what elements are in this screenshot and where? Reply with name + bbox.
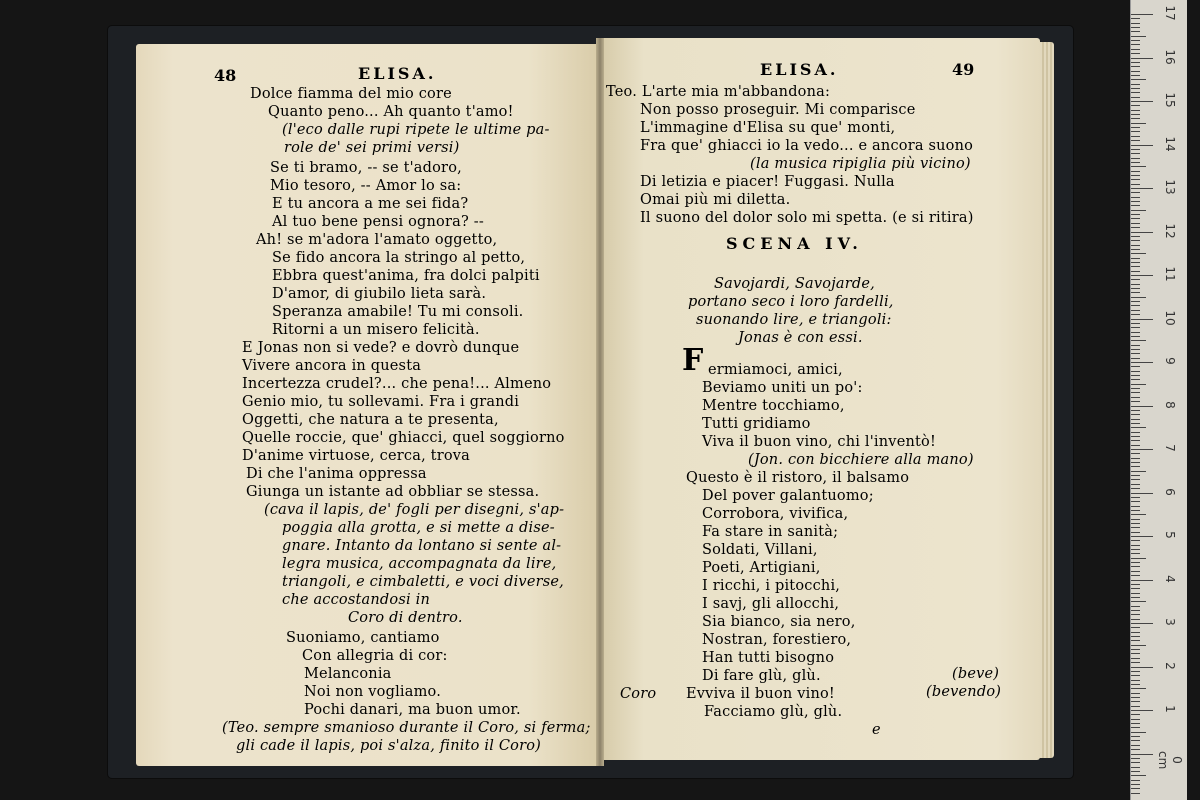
left-page-text-line: Quelle roccie, que' ghiacci, quel soggiorno	[242, 430, 565, 446]
ruler-tick	[1131, 745, 1140, 746]
right-page-text-line: Teo. L'arte mia m'abbandona:	[606, 84, 831, 100]
ruler-tick	[1131, 218, 1140, 219]
ruler-tick	[1131, 440, 1140, 441]
right-page-text-line: (bevendo)	[926, 684, 1002, 700]
ruler-tick	[1131, 375, 1140, 376]
ruler-tick	[1131, 758, 1140, 759]
ruler-tick	[1131, 501, 1140, 502]
ruler-tick	[1131, 179, 1140, 180]
ruler-tick	[1131, 479, 1140, 480]
ruler-tick	[1131, 658, 1140, 659]
left-page-text-line: role de' sei primi versi)	[284, 140, 460, 156]
right-page-text-line: (la musica ripiglia più vicino)	[750, 156, 971, 172]
ruler-tick	[1131, 127, 1140, 128]
right-page-text-line: (Jon. con bicchiere alla mano)	[748, 452, 974, 468]
ruler-tick	[1131, 775, 1146, 776]
right-page-text-line: L'immagine d'Elisa su que' monti,	[640, 120, 896, 136]
ruler-tick	[1131, 580, 1153, 581]
ruler-tick	[1131, 562, 1140, 563]
left-page-text-line: Dolce fiamma del mio core	[250, 86, 452, 102]
left-page-text-line: Ebbra quest'anima, fra dolci palpiti	[272, 268, 540, 284]
ruler-tick	[1131, 532, 1140, 533]
left-page-text-line: Vivere ancora in questa	[242, 358, 422, 374]
ruler-tick	[1131, 184, 1140, 185]
left-page-text-line: poggia alla grotta, e si mette a dise-	[282, 520, 555, 536]
left-page-header: ELISA.	[358, 64, 437, 83]
left-page-text-line: Speranza amabile! Tu mi consoli.	[272, 304, 524, 320]
ruler-tick	[1131, 232, 1153, 233]
ruler-tick	[1131, 536, 1153, 537]
ruler-tick	[1131, 340, 1146, 341]
ruler-tick	[1131, 44, 1140, 45]
left-page-text-line: Giunga un istante ad obbliar se stessa.	[246, 484, 540, 500]
right-page-text-line: e	[872, 722, 881, 738]
right-page-text-line: Corrobora, vivifica,	[702, 506, 849, 522]
ruler-tick	[1131, 453, 1140, 454]
right-page-text-line: Coro	[620, 686, 657, 702]
ruler-tick	[1131, 601, 1146, 602]
right-page-text-line: Viva il buon vino, chi l'inventò!	[702, 434, 936, 450]
ruler-tick	[1131, 649, 1140, 650]
left-page-text-line: E Jonas non si vede? e dovrò dunque	[242, 340, 520, 356]
ruler-tick	[1131, 79, 1146, 80]
ruler-label: 16	[1163, 48, 1177, 65]
ruler-tick	[1131, 632, 1140, 633]
ruler-tick	[1131, 706, 1140, 707]
right-page-text-line: Sia bianco, sia nero,	[702, 614, 856, 630]
left-page-text-line: Pochi danari, ma buon umor.	[304, 702, 521, 718]
ruler-tick	[1131, 627, 1140, 628]
right-page-text-line: Di fare glù, glù.	[702, 668, 821, 684]
ruler-tick	[1131, 714, 1140, 715]
ruler-tick	[1131, 392, 1140, 393]
ruler-tick	[1131, 314, 1140, 315]
ruler-tick	[1131, 545, 1140, 546]
right-page-text-line: Nostran, forestiero,	[702, 632, 852, 648]
ruler-tick	[1131, 131, 1140, 132]
ruler-label: 6	[1163, 487, 1177, 496]
ruler-label: 17	[1163, 5, 1177, 21]
right-page-text-line: Jonas è con essi.	[738, 330, 863, 346]
left-page-text-line: Quanto peno... Ah quanto t'amo!	[268, 104, 514, 120]
measuring-ruler	[1130, 0, 1187, 800]
ruler-tick	[1131, 784, 1140, 785]
ruler-tick	[1131, 619, 1140, 620]
ruler-tick	[1131, 171, 1140, 172]
left-page-text-line: Melanconia	[304, 666, 392, 682]
page-edges	[1038, 42, 1054, 758]
ruler-tick	[1131, 436, 1140, 437]
ruler-tick	[1131, 740, 1140, 741]
ruler-tick	[1131, 410, 1140, 411]
ruler-tick	[1131, 406, 1153, 407]
left-page-text-line: legra musica, accompagnata da lire,	[282, 556, 557, 572]
left-page-text-line: che accostandosi in	[282, 592, 430, 608]
ruler-label: 14	[1163, 135, 1177, 152]
ruler-tick	[1131, 575, 1140, 576]
left-page-text-line: Di che l'anima oppressa	[246, 466, 427, 482]
ruler-tick	[1131, 488, 1140, 489]
right-page-text-line: Mentre tocchiamo,	[702, 398, 845, 414]
ruler-tick	[1131, 123, 1146, 124]
ruler-tick	[1131, 162, 1140, 163]
ruler-tick	[1131, 497, 1140, 498]
left-page-text-line: Se fido ancora la stringo al petto,	[272, 250, 526, 266]
ruler-tick	[1131, 284, 1140, 285]
ruler-tick	[1131, 358, 1140, 359]
ruler-tick	[1131, 53, 1140, 54]
ruler-tick	[1131, 767, 1140, 768]
ruler-tick	[1131, 192, 1140, 193]
right-page-text-line: Del pover galantuomo;	[702, 488, 874, 504]
right-page-text-line: Questo è il ristoro, il balsamo	[686, 470, 910, 486]
ruler-tick	[1131, 62, 1140, 63]
ruler-tick	[1131, 675, 1140, 676]
ruler-tick	[1131, 771, 1140, 772]
left-page-text-line: (l'eco dalle rupi ripete le ultime pa-	[282, 122, 550, 138]
ruler-tick	[1131, 301, 1140, 302]
left-page-text-line: gnare. Intanto da lontano si sente al-	[282, 538, 562, 554]
ruler-tick	[1131, 597, 1140, 598]
ruler-label: 13	[1163, 179, 1177, 195]
ruler-tick	[1131, 105, 1140, 106]
ruler-tick	[1131, 423, 1140, 424]
ruler-tick	[1131, 49, 1140, 50]
ruler-tick	[1131, 266, 1140, 267]
ruler-tick	[1131, 323, 1140, 324]
ruler-tick	[1131, 223, 1140, 224]
right-page-text-line: Fa stare in sanità;	[702, 524, 839, 540]
ruler-tick	[1131, 214, 1140, 215]
ruler-tick	[1131, 145, 1153, 146]
ruler-tick	[1131, 71, 1140, 72]
ruler-label: 1	[1163, 705, 1177, 713]
ruler-tick	[1131, 262, 1140, 263]
ruler-tick	[1131, 636, 1140, 637]
ruler-tick	[1131, 175, 1140, 176]
ruler-tick	[1131, 584, 1140, 585]
ruler-tick	[1131, 553, 1140, 554]
ruler-label: 4	[1163, 574, 1177, 583]
ruler-tick	[1131, 754, 1153, 755]
ruler-tick	[1131, 749, 1140, 750]
ruler-tick	[1131, 158, 1140, 159]
left-page-text-line: Ah! se m'adora l'amato oggetto,	[256, 232, 498, 248]
left-page-text-line: D'amor, di giubilo lieta sarà.	[272, 286, 487, 302]
ruler-tick	[1131, 18, 1140, 19]
ruler-tick	[1131, 253, 1146, 254]
ruler-label: 11	[1163, 266, 1177, 282]
left-page-text-line: gli cade il lapis, poi s'alza, finito il Coro)	[236, 738, 541, 754]
ruler-tick	[1131, 388, 1140, 389]
ruler-tick	[1131, 484, 1140, 485]
ruler-tick	[1131, 588, 1140, 589]
ruler-tick	[1131, 549, 1140, 550]
ruler-tick	[1131, 793, 1140, 794]
ruler-tick	[1131, 445, 1140, 446]
right-page-text-line: I savj, gli allocchi,	[702, 596, 840, 612]
ruler-tick	[1131, 710, 1153, 711]
ruler-tick	[1131, 271, 1140, 272]
ruler-label: 15	[1163, 92, 1177, 108]
right-page-text-line: (beve)	[952, 666, 1000, 682]
ruler-tick	[1131, 640, 1140, 641]
ruler-tick	[1131, 118, 1140, 119]
left-page-text-line: Mio tesoro, -- Amor lo sa:	[270, 178, 462, 194]
left-page-text-line: Al tuo bene pensi ognora? --	[272, 214, 484, 230]
ruler-tick	[1131, 210, 1146, 211]
ruler-label: 9	[1163, 357, 1177, 365]
ruler-tick	[1131, 84, 1140, 85]
ruler-tick	[1131, 205, 1140, 206]
ruler-tick	[1131, 92, 1140, 93]
ruler-tick	[1131, 236, 1140, 237]
left-page-text-line: Se ti bramo, -- se t'adoro,	[270, 160, 462, 176]
right-page-text-line: ermiamoci, amici,	[708, 362, 843, 378]
ruler-tick	[1131, 288, 1140, 289]
ruler-tick	[1131, 14, 1153, 15]
ruler-label: 3	[1163, 618, 1177, 626]
ruler-tick	[1131, 197, 1140, 198]
ruler-tick	[1131, 336, 1140, 337]
right-page-text-line: portano seco i loro fardelli,	[688, 294, 894, 310]
ruler-tick	[1131, 449, 1153, 450]
ruler-tick	[1131, 371, 1140, 372]
ruler-tick	[1131, 558, 1146, 559]
ruler-tick	[1131, 88, 1140, 89]
left-page-text-line: E tu ancora a me sei fida?	[272, 196, 469, 212]
ruler-tick	[1131, 645, 1146, 646]
ruler-tick	[1131, 506, 1140, 507]
ruler-tick	[1131, 788, 1140, 789]
ruler-tick	[1131, 667, 1153, 668]
ruler-tick	[1131, 136, 1140, 137]
ruler-tick	[1131, 623, 1153, 624]
ruler-tick	[1131, 31, 1140, 32]
ruler-tick	[1131, 566, 1140, 567]
ruler-tick	[1131, 419, 1140, 420]
right-page-text-line: Fra que' ghiacci io la vedo... e ancora suono	[640, 138, 974, 154]
ruler-tick	[1131, 40, 1140, 41]
ruler-tick	[1131, 36, 1146, 37]
ruler-tick	[1131, 401, 1140, 402]
ruler-tick	[1131, 510, 1140, 511]
ruler-tick	[1131, 540, 1140, 541]
ruler-tick	[1131, 305, 1140, 306]
ruler-label: 2	[1163, 661, 1177, 670]
ruler-tick	[1131, 188, 1153, 189]
ruler-label: 10	[1163, 309, 1177, 326]
left-page-text-line: Oggetti, che natura a te presenta,	[242, 412, 499, 428]
right-page-text-line: Non posso proseguir. Mi comparisce	[640, 102, 916, 118]
ruler-tick	[1131, 427, 1146, 428]
left-page-text-line: Suoniamo, cantiamo	[286, 630, 440, 646]
left-page-text-line: Con allegria di cor:	[302, 648, 448, 664]
ruler-tick	[1131, 97, 1140, 98]
ruler-tick	[1131, 732, 1146, 733]
left-page-text-line: (Teo. sempre smanioso durante il Coro, si ferma;	[222, 720, 591, 736]
drop-cap: F	[682, 343, 704, 378]
ruler-tick	[1131, 680, 1140, 681]
ruler-tick	[1131, 327, 1140, 328]
right-page-text-line: Beviamo uniti un po':	[702, 380, 863, 396]
ruler-tick	[1131, 723, 1140, 724]
ruler-tick	[1131, 319, 1153, 320]
ruler-tick	[1131, 471, 1146, 472]
scene-title: SCENA IV.	[726, 234, 863, 253]
ruler-tick	[1131, 201, 1140, 202]
left-page-text-line: Ritorni a un misero felicità.	[272, 322, 480, 338]
ruler-tick	[1131, 101, 1153, 102]
right-page-number: 49	[952, 60, 975, 79]
ruler-tick	[1131, 379, 1140, 380]
ruler-tick	[1131, 240, 1140, 241]
ruler-tick	[1131, 606, 1140, 607]
right-page-text-line: Soldati, Villani,	[702, 542, 818, 558]
left-page-number: 48	[214, 66, 237, 85]
ruler-tick	[1131, 275, 1153, 276]
ruler-tick	[1131, 736, 1140, 737]
left-page-text-line: Noi non vogliamo.	[304, 684, 442, 700]
ruler-tick	[1131, 653, 1140, 654]
right-page-text-line: Il suono del dolor solo mi spetta. (e si ritira)	[640, 210, 974, 226]
ruler-tick	[1131, 140, 1140, 141]
right-page-text-line: suonando lire, e triangoli:	[696, 312, 892, 328]
ruler-tick	[1131, 493, 1153, 494]
ruler-tick	[1131, 527, 1140, 528]
ruler-tick	[1131, 366, 1140, 367]
right-page-text-line: Di letizia e piacer! Fuggasi. Nulla	[640, 174, 895, 190]
left-page-text-line: D'anime virtuose, cerca, trova	[242, 448, 471, 464]
ruler-tick	[1131, 345, 1140, 346]
ruler-label: 12	[1163, 222, 1177, 239]
ruler-tick	[1131, 780, 1140, 781]
right-page-text-line: Evviva il buon vino!	[686, 686, 835, 702]
ruler-tick	[1131, 519, 1140, 520]
ruler-tick	[1131, 697, 1140, 698]
right-page-text-line: Facciamo glù, glù.	[704, 704, 843, 720]
right-page-text-line: Poeti, Artigiani,	[702, 560, 821, 576]
right-page-text-line: Han tutti bisogno	[702, 650, 835, 666]
ruler-tick	[1131, 571, 1140, 572]
ruler-tick	[1131, 701, 1140, 702]
ruler-label: 7	[1163, 444, 1177, 452]
ruler-tick	[1131, 227, 1140, 228]
ruler-tick	[1131, 727, 1140, 728]
ruler-tick	[1131, 310, 1140, 311]
ruler-tick	[1131, 414, 1140, 415]
left-page-text-line: triangoli, e cimbaletti, e voci diverse,	[282, 574, 564, 590]
ruler-tick	[1131, 693, 1140, 694]
ruler-label: 0 cm	[1156, 750, 1184, 769]
right-page-header: ELISA.	[760, 60, 839, 79]
ruler-tick	[1131, 762, 1140, 763]
ruler-tick	[1131, 523, 1140, 524]
ruler-tick	[1131, 397, 1140, 398]
left-page-text-line: Coro di dentro.	[348, 610, 463, 626]
ruler-tick	[1131, 610, 1140, 611]
book-gutter	[596, 38, 604, 766]
ruler-tick	[1131, 662, 1140, 663]
ruler-tick	[1131, 432, 1140, 433]
ruler-tick	[1131, 688, 1146, 689]
ruler-tick	[1131, 249, 1140, 250]
right-page-text-line: Tutti gridiamo	[702, 416, 811, 432]
right-page-text-line: Omai più mi diletta.	[640, 192, 791, 208]
ruler-tick	[1131, 384, 1146, 385]
ruler-tick	[1131, 466, 1140, 467]
ruler-tick	[1131, 27, 1140, 28]
ruler-tick	[1131, 110, 1140, 111]
ruler-tick	[1131, 593, 1140, 594]
ruler-tick	[1131, 66, 1140, 67]
ruler-tick	[1131, 58, 1153, 59]
ruler-tick	[1131, 362, 1153, 363]
ruler-tick	[1131, 614, 1140, 615]
ruler-tick	[1131, 245, 1140, 246]
ruler-tick	[1131, 353, 1140, 354]
left-page-text-line: Incertezza crudel?... che pena!... Almeno	[242, 376, 552, 392]
ruler-tick	[1131, 258, 1140, 259]
ruler-tick	[1131, 684, 1140, 685]
ruler-tick	[1131, 719, 1140, 720]
ruler-tick	[1131, 349, 1140, 350]
ruler-tick	[1131, 75, 1140, 76]
ruler-tick	[1131, 332, 1140, 333]
ruler-tick	[1131, 279, 1140, 280]
ruler-label: 5	[1163, 531, 1177, 539]
ruler-tick	[1131, 149, 1140, 150]
ruler-tick	[1131, 671, 1140, 672]
ruler-tick	[1131, 514, 1146, 515]
ruler-tick	[1131, 475, 1140, 476]
ruler-tick	[1131, 114, 1140, 115]
ruler-label: 8	[1163, 400, 1177, 409]
right-page-text-line: I ricchi, i pitocchi,	[702, 578, 841, 594]
left-page-text-line: (cava il lapis, de' fogli per disegni, s'ap-	[264, 502, 565, 518]
ruler-tick	[1131, 153, 1140, 154]
left-page-text-line: Genio mio, tu sollevami. Fra i grandi	[242, 394, 520, 410]
ruler-tick	[1131, 292, 1140, 293]
ruler-tick	[1131, 462, 1140, 463]
ruler-tick	[1131, 297, 1146, 298]
ruler-tick	[1131, 458, 1140, 459]
right-page-text-line: Savojardi, Savojarde,	[714, 276, 875, 292]
ruler-tick	[1131, 166, 1146, 167]
ruler-tick	[1131, 23, 1140, 24]
